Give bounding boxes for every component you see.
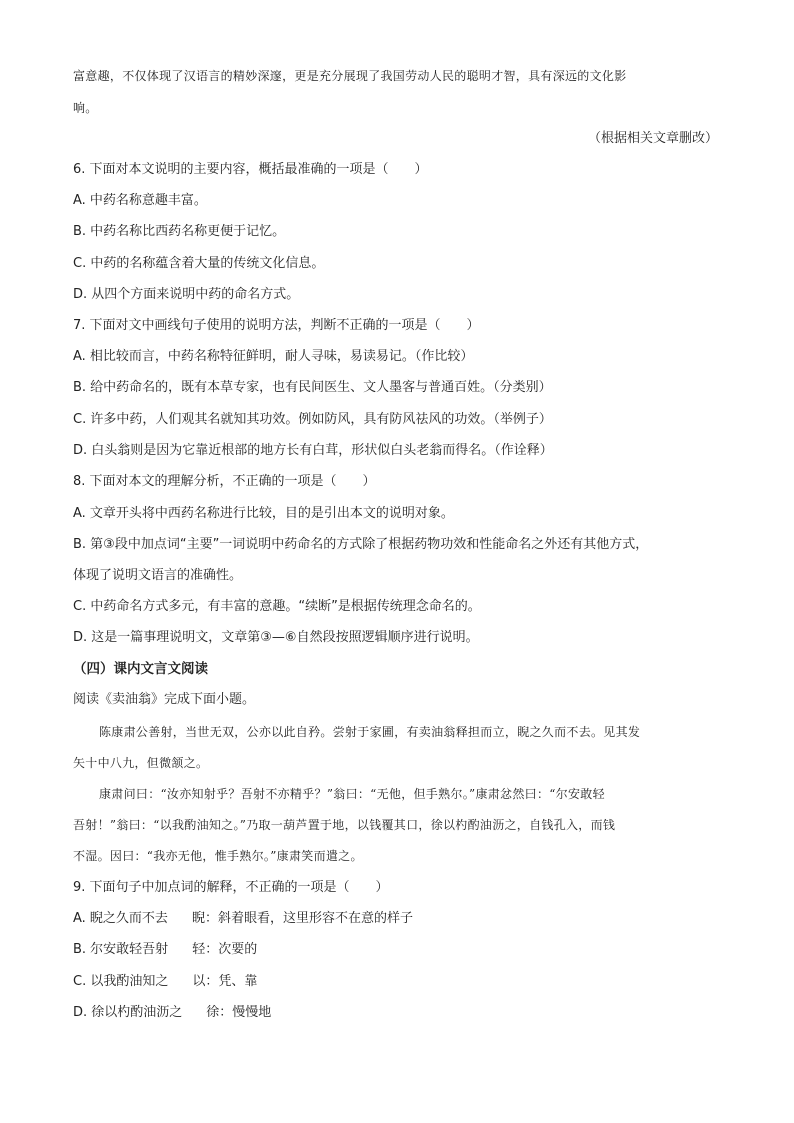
question-8-option-b-cont: 体现了说明文语言的准确性。 xyxy=(73,568,243,583)
option-explanation: 睨：斜着眼看，这里形容不在意的样子 xyxy=(191,911,413,926)
option-explanation: 轻：次要的 xyxy=(192,942,258,957)
question-9-option-c xyxy=(73,973,257,991)
classical-text-line: 吾射！”翁曰：“以我酌油知之。”乃取一葫芦置于地，以钱覆其口，徐以杓酌油沥之，自钱孔入，而钱 xyxy=(73,818,616,832)
passage-line: 富意趣，不仅体现了汉语言的精妙深邃，更是充分展现了我国劳动人民的聪明才智，具有深远的文化影 xyxy=(73,69,627,83)
question-6-option-b: B. 中药名称比西药名称更便于记忆。 xyxy=(73,224,286,239)
question-7-stem: 7. 下面对文中画线句子使用的说明方法，判断不正确的一项是（ ） xyxy=(73,318,480,333)
source-note: （根据相关文章删改） xyxy=(587,131,718,146)
question-8-option-a: A. 文章开头将中西药名称进行比较，目的是引出本文的说明对象。 xyxy=(73,506,454,521)
question-9-option-a xyxy=(73,910,413,928)
option-sentence: A. 睨之久而不去 xyxy=(73,911,168,926)
question-8-option-c: C. 中药命名方式多元，有丰富的意趣。“续断”是根据传统理念命名的。 xyxy=(73,599,481,614)
question-8-stem: 8. 下面对本文的理解分析，不正确的一项是（ ） xyxy=(73,474,376,489)
question-7-option-c: C. 许多中药，人们观其名就知其功效。例如防风，具有防风祛风的功效。（举例子） xyxy=(73,412,552,427)
section-heading: （四）课内文言文阅读 xyxy=(73,661,208,677)
question-8-option-b: B. 第③段中加点词“主要”一词说明中药命名的方式除了根据药物功效和性能命名之外还有其他方式， xyxy=(73,537,649,552)
option-explanation: 以：凭、靠 xyxy=(192,974,258,989)
question-7-option-d: D. 白头翁则是因为它靠近根部的地方长有白茸，形状似白头老翁而得名。（作诠释） xyxy=(73,443,553,458)
question-9-stem: 9. 下面句子中加点词的解释，不正确的一项是（ ） xyxy=(73,880,389,895)
question-7-option-b: B. 给中药命名的，既有本草专家，也有民间医生、文人墨客与普通百姓。（分类别） xyxy=(73,380,552,395)
question-8-option-d: D. 这是一篇事理说明文，文章第③—⑥自然段按照逻辑顺序进行说明。 xyxy=(73,630,479,645)
question-6-option-d: D. 从四个方面来说明中药的命名方式。 xyxy=(73,287,300,302)
question-6-stem: 6. 下面对本文说明的主要内容，概括最准确的一项是（ ） xyxy=(73,162,428,177)
option-explanation: 徐：慢慢地 xyxy=(206,1005,272,1020)
classical-text-line: 陈康肃公善射，当世无双，公亦以此自矜。尝射于家圃，有卖油翁释担而立，睨之久而不去。见其发 xyxy=(99,725,641,739)
option-sentence: B. 尔安敢轻吾射 xyxy=(73,942,169,957)
question-7-option-a: A. 相比较而言，中药名称特征鲜明，耐人寻味，易读易记。（作比较） xyxy=(73,349,474,364)
option-sentence: C. 以我酌油知之 xyxy=(73,974,169,989)
question-9-option-b xyxy=(73,941,257,959)
option-sentence: D. 徐以杓酌油沥之 xyxy=(73,1005,183,1020)
classical-text-line: 康肃问曰：“汝亦知射乎？吾射不亦精乎？”翁曰：“无他，但手熟尔。”康肃忿然曰：“尔安敢轻 xyxy=(99,787,605,801)
classical-text-line: 不湿。因曰：“我亦无他，惟手熟尔。”康肃笑而遣之。 xyxy=(73,849,363,863)
question-9-option-d xyxy=(73,1004,271,1022)
classical-text-line: 矢十中八九，但微颔之。 xyxy=(73,756,209,770)
question-6-option-a: A. 中药名称意趣丰富。 xyxy=(73,193,207,208)
question-6-option-c: C. 中药的名称蕴含着大量的传统文化信息。 xyxy=(73,256,325,271)
passage-line: 响。 xyxy=(73,101,98,115)
reading-intro: 阅读《卖油翁》完成下面小题。 xyxy=(73,692,256,707)
